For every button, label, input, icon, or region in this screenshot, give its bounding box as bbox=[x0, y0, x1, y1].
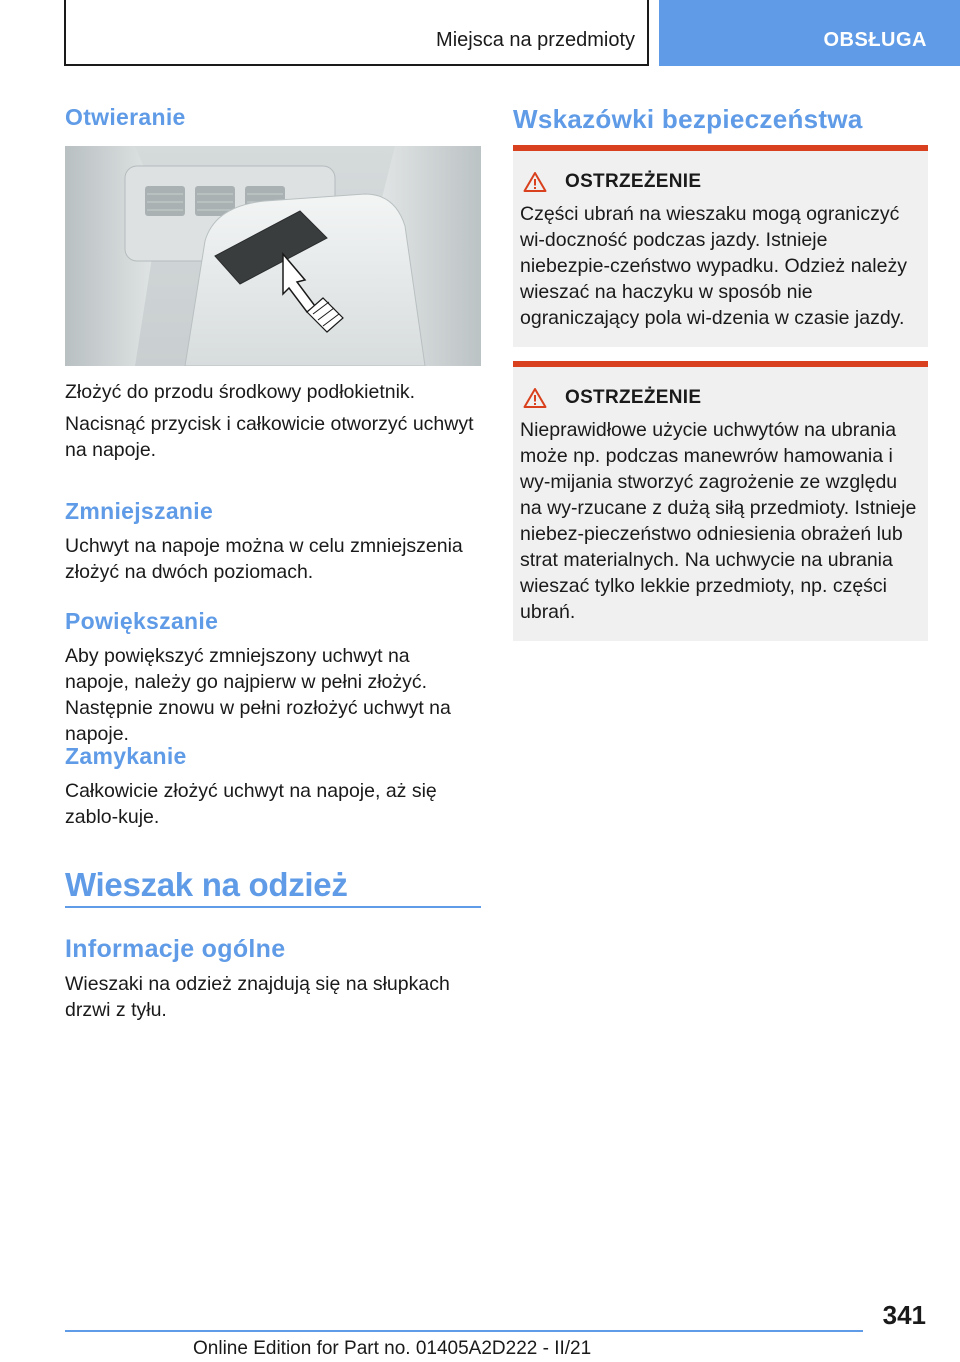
warning-label-2: OSTRZEŻENIE bbox=[565, 387, 702, 408]
heading-closing: Zamykanie bbox=[65, 743, 187, 769]
armrest-photo bbox=[65, 146, 481, 366]
footer-edition: Online Edition for Part no. 01405A2D222 - II/21 bbox=[193, 1338, 592, 1359]
warning-triangle-icon bbox=[523, 171, 547, 193]
warning-box-1 bbox=[513, 145, 928, 347]
closing-text: Całkowicie złożyć uchwyt na napoje, aż się zablo-kuje. bbox=[65, 780, 437, 828]
warning-text-2: Nieprawidłowe użycie uchwytów na ubrania może np. podczas manewrów hamowania i wy-mijania stworzyć zagrożenie ze względu na wy-rzucane z dużą siłą przedmioty. Istnieje niebez-pieczeństwo odniesienia obrażeń lub strat materialnych. Na uchwycie na ubrania wieszać tylko lekkie przedmioty, np. części ubrań. bbox=[520, 419, 917, 623]
header-chapter-title: OBSŁUGA bbox=[823, 29, 927, 51]
opening-step-1: Złożyć do przodu środkowy podłokietnik. bbox=[65, 381, 416, 403]
footer-divider bbox=[65, 1330, 863, 1332]
heading-opening: Otwieranie bbox=[65, 104, 186, 130]
warning-box-2 bbox=[513, 361, 928, 641]
warning-text-1: Części ubrań na wieszaku mogą ograniczyć wi-doczność podczas jazdy. Istnieje niebezpie-czeństwo wypadku. Odzież należy wieszać na haczyku w sposób nie ograniczający pola wi-dzenia w czasie jazdy. bbox=[520, 203, 907, 329]
armrest-illustration bbox=[65, 146, 481, 366]
reducing-text: Uchwyt na napoje można w celu zmniejszenia złożyć na dwóch poziomach. bbox=[65, 535, 463, 583]
page-header bbox=[0, 0, 960, 66]
heading-reducing: Zmniejszanie bbox=[65, 498, 214, 524]
page-number: 341 bbox=[882, 1300, 926, 1330]
chapter-title-coat-hook: Wieszak na odzież bbox=[65, 866, 348, 903]
general-info-text: Wieszaki na odzież znajdują się na słupkach drzwi z tyłu. bbox=[65, 973, 450, 1021]
heading-safety: Wskazówki bezpieczeństwa bbox=[513, 104, 863, 134]
opening-step-2: Nacisnąć przycisk i całkowicie otworzyć uchwyt na napoje. bbox=[65, 413, 474, 461]
header-chapter-tab bbox=[659, 0, 960, 66]
header-section-title: Miejsca na przedmioty bbox=[436, 29, 635, 51]
header-section-tab bbox=[64, 0, 649, 66]
heading-general-info: Informacje ogólne bbox=[65, 935, 286, 963]
warning-title-2 bbox=[523, 387, 920, 409]
warning-title-1 bbox=[523, 171, 920, 193]
enlarging-text: Aby powiększyć zmniejszony uchwyt na napoje, należy go najpierw w pełni złożyć. Następnie znowu w pełni rozłożyć uchwyt na napoje. bbox=[65, 645, 451, 745]
warning-label-1: OSTRZEŻENIE bbox=[565, 171, 702, 192]
warning-triangle-icon bbox=[523, 387, 547, 409]
heading-enlarging: Powiększanie bbox=[65, 608, 219, 634]
chapter-divider bbox=[65, 906, 481, 908]
